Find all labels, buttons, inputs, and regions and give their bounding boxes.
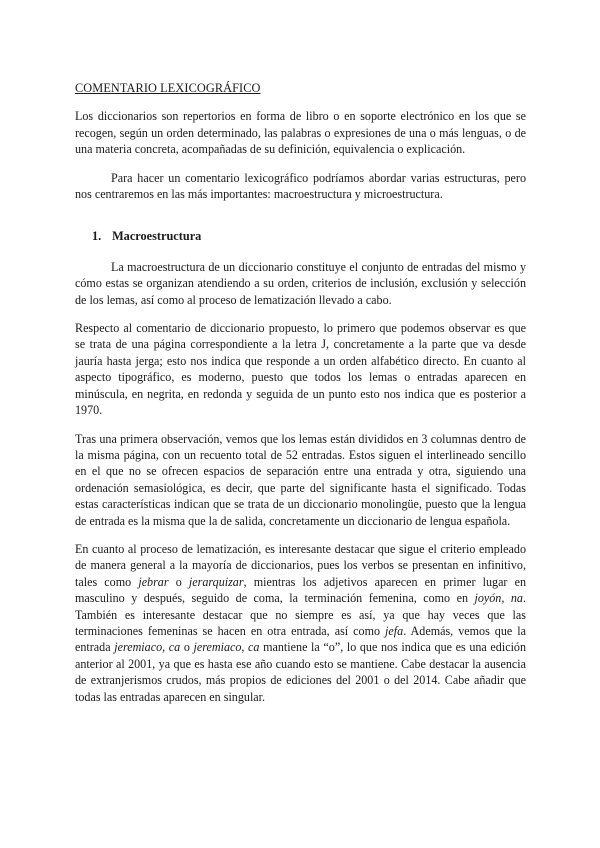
text-run: mantiene la “o”, lo que nos indica que es una edición anterior al 2001, ya que es hasta ese año cuando esto se mantiene. Cabe destacar la ausencia de extranjerismos crudos, más propios de ediciones del 2001 o del 2014. Cabe añadir que todas las entradas aparecen en singular.	[75, 640, 527, 704]
example-word: jeremiaco, ca	[114, 640, 181, 655]
intro-paragraph-2: Para hacer un comentario lexicográfico podríamos abordar varias estructuras, pero nos centraremos en las más importantes: macroestructura y microestructura.	[75, 170, 526, 202]
section-paragraph-3: Tras una primera observación, vemos que los lemas están divididos en 3 columnas dentro de la misma página, con un recuento total de 52 entradas. Estos siguen el interlineado sencillo en el que no se ofrecen espacios de separación entre una entrada y otra, siguiendo una ordenación semasiológica, es decir, que parte del significante hasta el significado. Todas estas características indican que se trata de un diccionario monolingüe, puesto que la lengua de entrada es la misma que la de salida, concretamente un diccionario de lengua española.	[75, 431, 526, 528]
text-run: En cuanto al proceso de lematización, es interesante destacar que sigue el criterio empleado de manera general a la mayoría de diccionarios, pues los verbos se presentan en infinitivo, tales como	[75, 541, 526, 589]
text-run: o	[168, 574, 189, 589]
section-number: 1.	[92, 229, 102, 244]
text-run: . También es interesante destacar que no siempre es así, ya que hay veces que las terminaciones femeninas se hacen en otra entrada, así como	[75, 591, 526, 638]
intro-paragraph-1: Los diccionarios son repertorios en forma de libro o en soporte electrónico en los que se recogen, según un orden determinado, las palabras o expresiones de una o más lenguas, o de una materia concreta, acompañadas de su definición, equivalencia o explicación.	[75, 109, 526, 157]
document-title: COMENTARIO LEXICOGRÁFICO	[75, 81, 261, 95]
section-title: Macroestructura	[112, 229, 202, 244]
section-paragraph-1: La macroestructura de un diccionario constituye el conjunto de entradas del mismo y cómo estas se organizan atendiendo a su orden, criterios de inclusión, exclusión y selección de los lemas, así como al proceso de lematización llevado a cabo.	[75, 259, 526, 307]
section-heading	[92, 228, 526, 244]
example-word: jebrar	[138, 574, 169, 589]
example-word: jefa	[385, 623, 404, 638]
text-run: . Además, vemos que la entrada	[75, 623, 527, 655]
example-word: joyón, na	[474, 591, 523, 606]
example-word: jerarquizar	[188, 574, 244, 589]
section-paragraph-2: Respecto al comentario de diccionario propuesto, lo primero que podemos observar es que se trata de una página correspondiente a la letra J, concretamente a la parte que va desde jauría hasta jerga; esto nos indica que responde a un orden alfabético directo. En cuanto al aspecto tipográfico, es moderno, puesto que todos los lemas o entradas aparecen en minúscula, en negrita, en redonda y seguida de un punto esto nos indica que es posterior a 1970.	[75, 321, 526, 418]
document-body	[75, 80, 526, 717]
example-word: jeremiaco, ca	[193, 640, 260, 655]
section-paragraph-4	[75, 541, 526, 705]
text-run: , mientras los adjetivos aparecen en primer lugar en masculino y después, seguido de coma, la terminación femenina, como en	[75, 574, 527, 606]
text-run: o	[180, 640, 194, 655]
